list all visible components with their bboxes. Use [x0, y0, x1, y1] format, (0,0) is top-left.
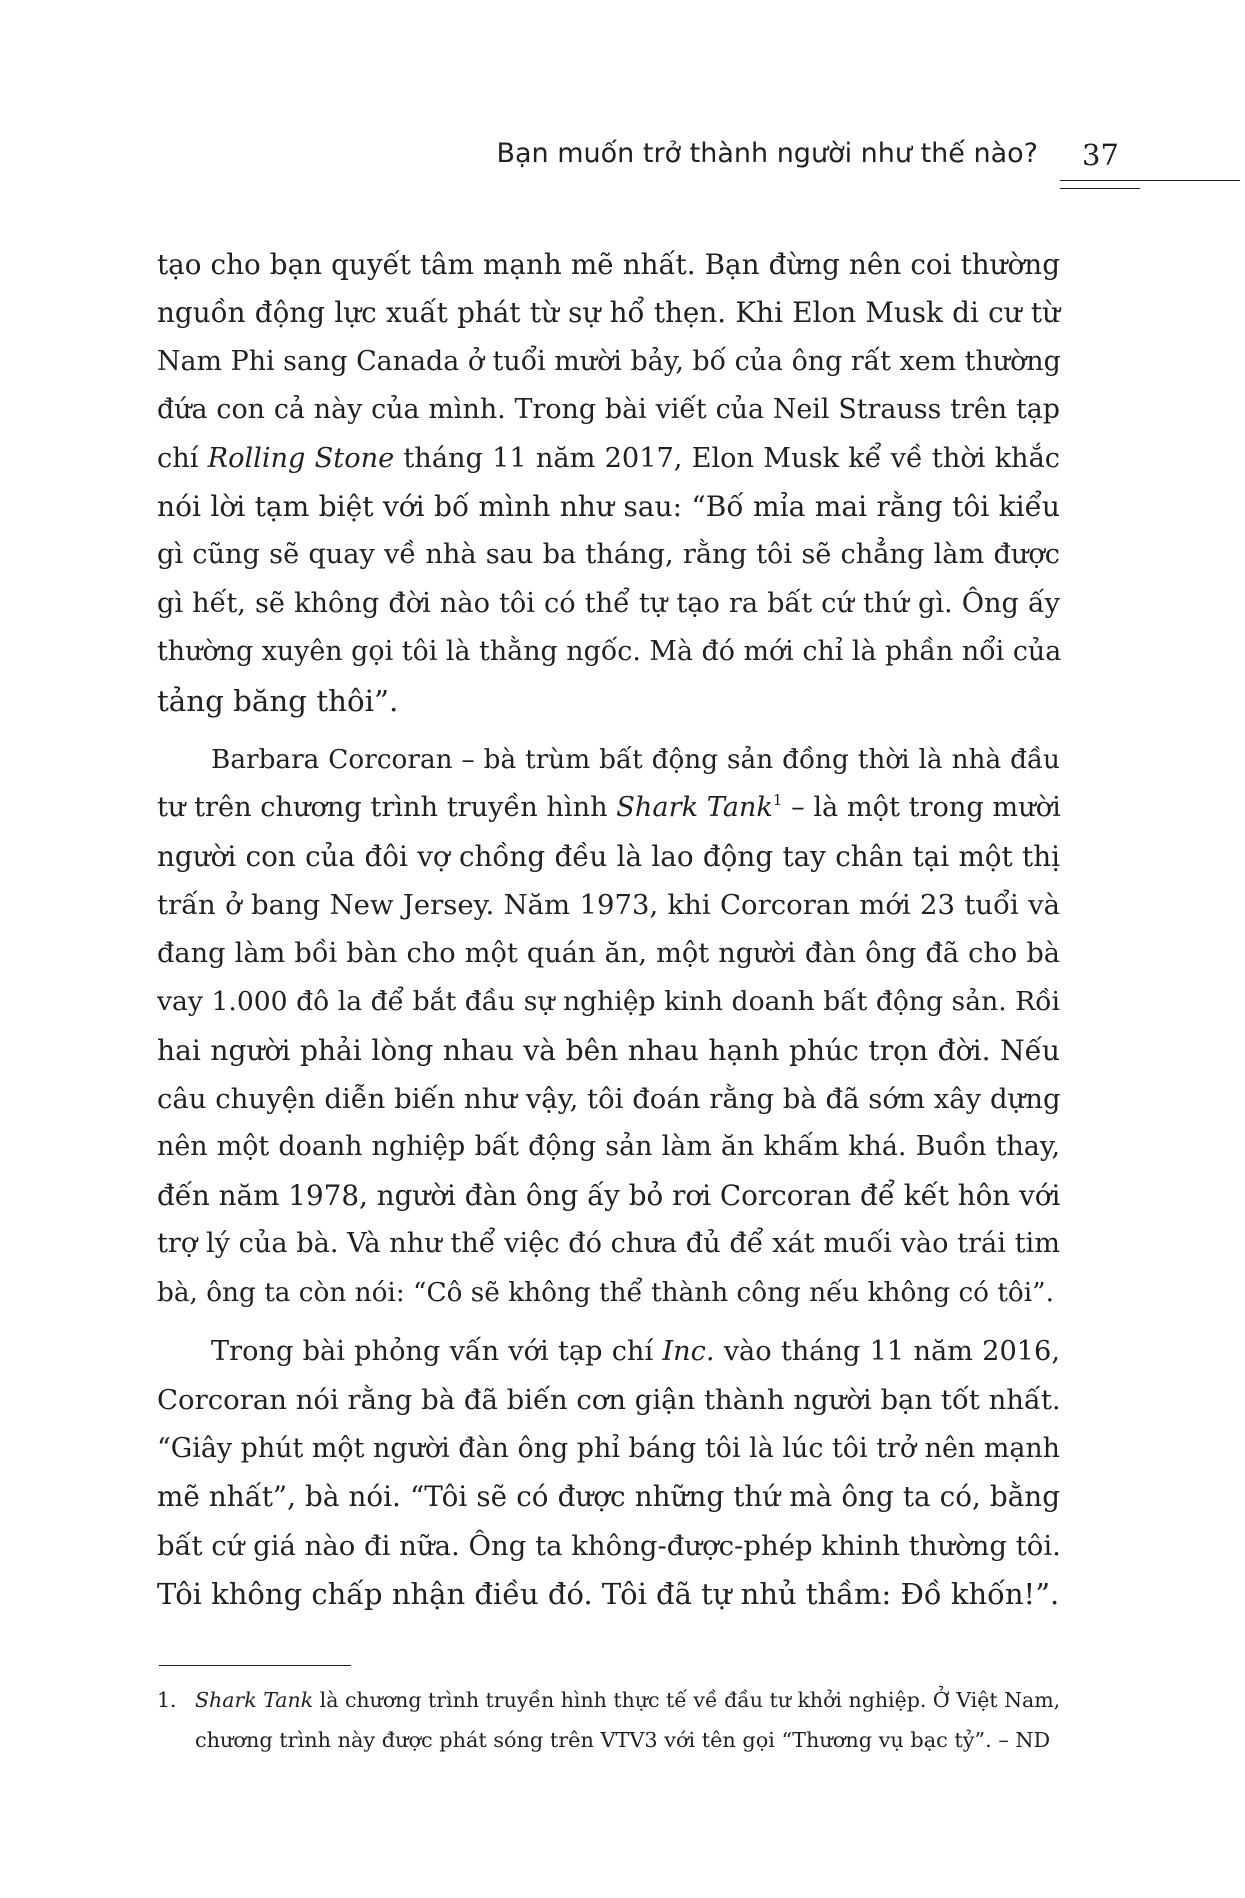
text-line: Nam Phi sang Canada ở tuổi mười bảy, bố của ông rất xem thường — [157, 345, 1061, 377]
text-line: gì cũng sẽ quay về nhà sau ba tháng, rằng tôi sẽ chẳng làm được — [157, 539, 1060, 571]
running-title: Bạn muốn trở thành người như thế nào? — [496, 138, 1038, 169]
footnote-number: 1. — [157, 1688, 177, 1712]
text-line: trợ lý của bà. Và như thể việc đó chưa đủ để xát muối vào trái tim — [157, 1228, 1060, 1260]
text-line — [157, 1328, 1060, 1376]
text-run: Barbara Corcoran – bà trùm bất động sản đồng thời là nhà đầu — [211, 745, 1060, 776]
show-title: Shark Tank — [195, 1688, 314, 1712]
footnote-line: chương trình này được phát sóng trên VTV3 với tên gọi “Thương vụ bạc tỷ”. – ND — [195, 1727, 1051, 1752]
text-line: bất cứ giá nào đi nữa. Ông ta không-được-phép khinh thường tôi. — [157, 1529, 1061, 1562]
text-line — [157, 736, 1060, 784]
text-line: đứa con cả này của mình. Trong bài viết của Neil Strauss trên tạp — [157, 394, 1060, 426]
text-line: gì hết, sẽ không đời nào tôi có thể tự tạo ra bất cứ thứ gì. Ông ấy — [157, 587, 1060, 619]
text-run: là chương trình truyền hình thực tế về đầu tư khởi nghiệp. Ở Việt Nam, — [313, 1688, 1061, 1712]
text-line: đến năm 1978, người đàn ông ấy bỏ rơi Corcoran để kết hôn với — [157, 1178, 1061, 1212]
body-text — [157, 241, 1060, 1618]
text-line: câu chuyện diễn biến như vậy, tôi đoán rằng bà đã sớm xây dựng — [157, 1082, 1061, 1115]
header-rule — [1060, 180, 1240, 181]
footnote-line — [157, 1681, 1060, 1721]
text-line: bà, ông ta còn nói: “Cô sẽ không thể thành công nếu không có tôi”. — [157, 1277, 1054, 1308]
text-line: tảng băng thôi”. — [157, 683, 399, 718]
page-number: 37 — [1082, 138, 1119, 172]
text-line: trấn ở bang New Jersey. Năm 1973, khi Corcoran mới 23 tuổi và — [157, 889, 1060, 922]
text-line: Corcoran nói rằng bà đã biến cơn giận thành người bạn tốt nhất. — [157, 1384, 1061, 1417]
show-title: Shark Tank — [616, 792, 773, 824]
magazine-title: Rolling Stone — [207, 442, 395, 474]
text-run: – là một trong mười — [782, 792, 1061, 824]
text-line — [157, 784, 1060, 832]
text-line: Tôi không chấp nhận điều đó. Tôi đã tự nhủ thầm: Đồ khốn!”. — [157, 1576, 1060, 1611]
text-line: tạo cho bạn quyết tâm mạnh mẽ nhất. Bạn đừng nên coi thường — [157, 248, 1060, 281]
text-run: Trong bài phỏng vấn với tạp chí — [211, 1335, 663, 1367]
header-rule-short — [1060, 188, 1140, 189]
text-run: vào tháng 11 năm 2016, — [714, 1335, 1060, 1367]
text-line: nên một doanh nghiệp bất động sản làm ăn khấm khá. Buồn thay, — [157, 1131, 1060, 1163]
text-line: hai người phải lòng nhau và bên nhau hạnh phúc trọn đời. Nếu — [157, 1033, 1060, 1067]
text-line: mẽ nhất”, bà nói. “Tôi sẽ có được những thứ mà ông ta có, bằng — [157, 1480, 1060, 1514]
magazine-title: Inc. — [662, 1335, 715, 1367]
footnote — [157, 1681, 1060, 1760]
footnote-marker[interactable]: 1 — [772, 791, 783, 810]
text-line — [157, 435, 1060, 483]
text-run: tư trên chương trình truyền hình — [157, 792, 617, 824]
text-line: nguồn động lực xuất phát từ sự hổ thẹn. Khi Elon Musk di cư từ — [157, 296, 1060, 330]
text-run: tháng 11 năm 2017, Elon Musk kể về thời khắc — [394, 442, 1061, 474]
text-line: “Giây phút một người đàn ông phỉ báng tôi là lúc tôi trở nên mạnh — [157, 1432, 1060, 1464]
text-line: thường xuyên gọi tôi là thằng ngốc. Mà đó mới chỉ là phần nổi của — [157, 636, 1062, 668]
text-line: đang làm bồi bàn cho một quán ăn, một người đàn ông đã cho bà — [157, 937, 1060, 969]
text-line: nói lời tạm biệt với bố mình như sau: “Bố mỉa mai rằng tôi kiểu — [157, 490, 1060, 524]
text-run: chí — [157, 442, 208, 474]
text-line: người con của đôi vợ chồng đều là lao động tay chân tại một thị — [157, 839, 1060, 873]
footnote-rule — [159, 1665, 351, 1666]
text-line: vay 1.000 đô la để bắt đầu sự nghiệp kinh doanh bất động sản. Rồi — [157, 986, 1060, 1018]
